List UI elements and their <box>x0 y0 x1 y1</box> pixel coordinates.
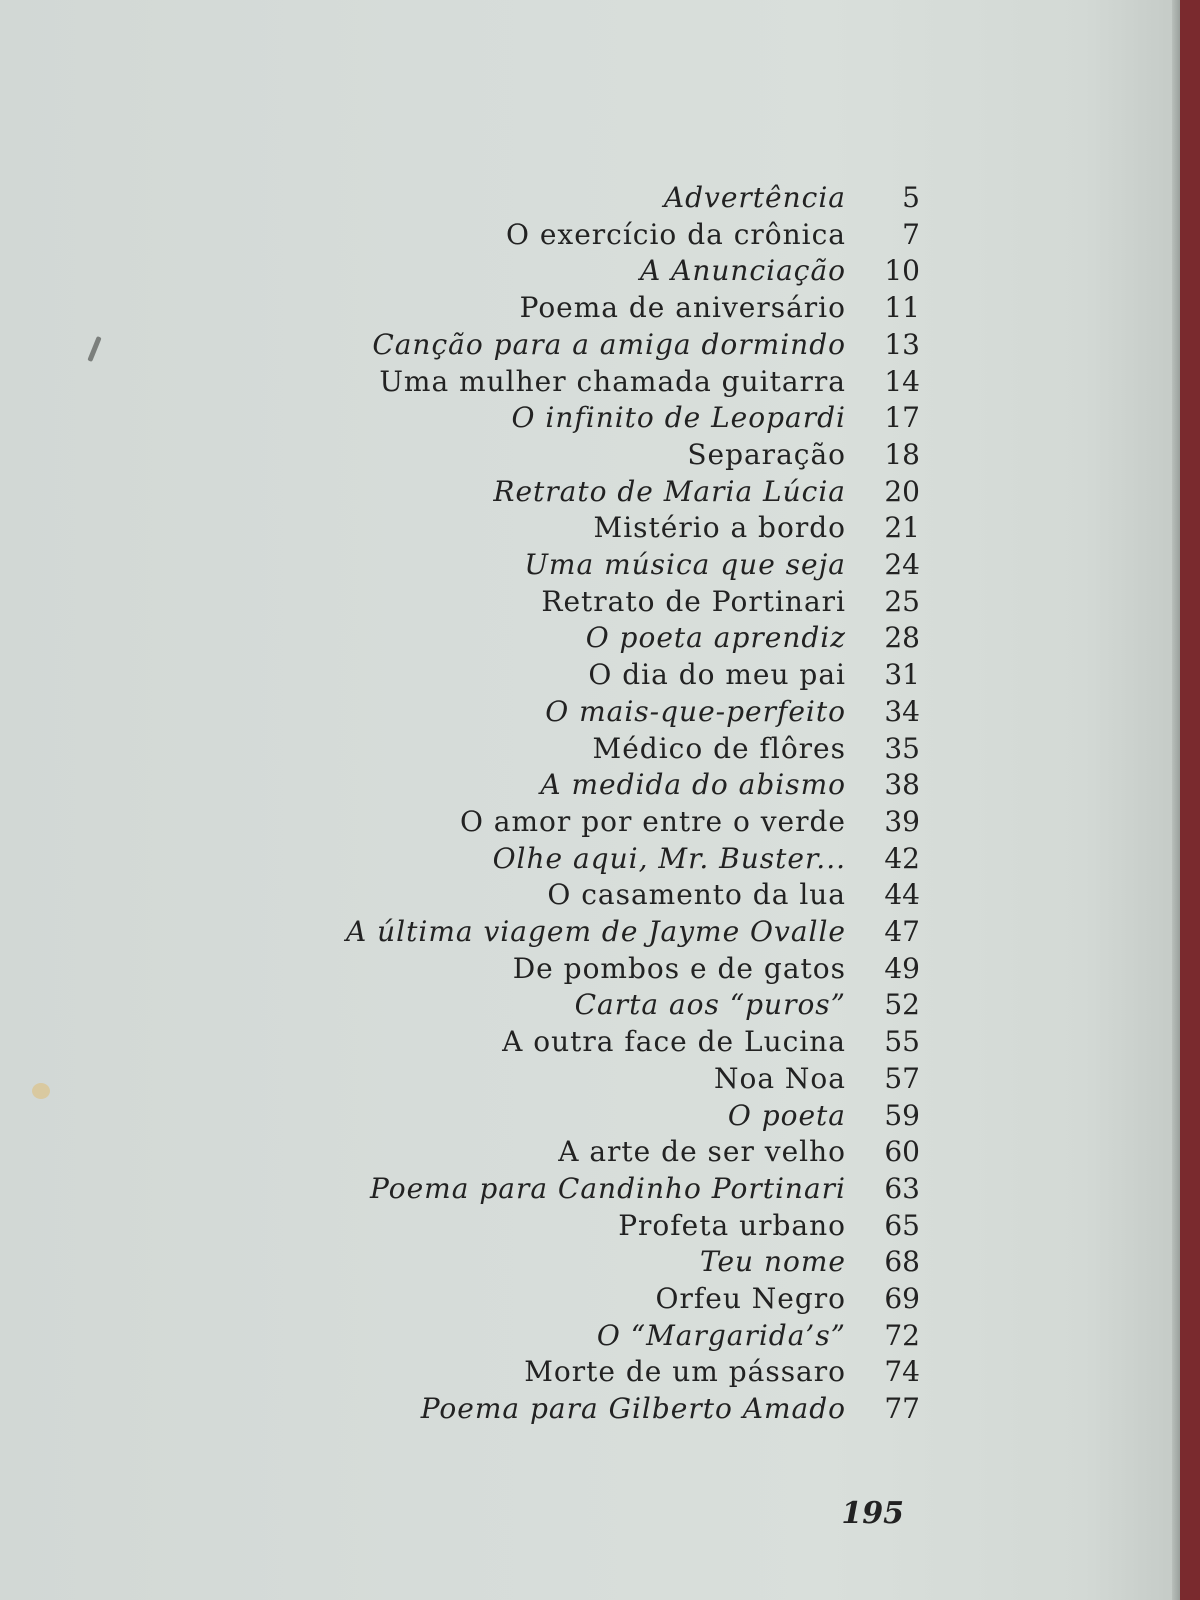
page-number: 195 <box>841 1496 904 1531</box>
toc-entry <box>0 400 1180 436</box>
toc-entry <box>0 657 1180 693</box>
toc-entry-page: 49 <box>884 952 920 985</box>
toc-entry <box>0 804 1180 840</box>
toc-entry-page: 28 <box>884 621 920 654</box>
toc-entry-page: 14 <box>884 365 920 398</box>
toc-entry-page: 5 <box>902 181 920 214</box>
toc-entry-page: 21 <box>884 511 920 544</box>
toc-entry-title: De pombos e de gatos <box>512 952 846 985</box>
toc-entry-title: A última viagem de Jayme Ovalle <box>346 915 846 948</box>
toc-entry-title: Morte de um pássaro <box>524 1355 846 1388</box>
toc-entry-title: O casamento da lua <box>547 878 846 911</box>
toc-entry <box>0 731 1180 767</box>
toc-entry <box>0 364 1180 400</box>
toc-entry-page: 52 <box>884 988 920 1021</box>
toc-entry-title: Mistério a bordo <box>593 511 846 544</box>
toc-entry-page: 68 <box>884 1245 920 1278</box>
toc-entry-title: O poeta <box>727 1099 846 1132</box>
toc-entry <box>0 584 1180 620</box>
toc-entry <box>0 547 1180 583</box>
toc-entry-page: 31 <box>884 658 920 691</box>
toc-entry-page: 63 <box>884 1172 920 1205</box>
toc-entry-page: 24 <box>884 548 920 581</box>
toc-entry-page: 7 <box>902 218 920 251</box>
toc-entry <box>0 841 1180 877</box>
toc-entry-title: A medida do abismo <box>540 768 846 801</box>
toc-entry <box>0 1354 1180 1390</box>
toc-entry <box>0 767 1180 803</box>
toc-entry <box>0 1134 1180 1170</box>
toc-entry-page: 74 <box>884 1355 920 1388</box>
toc-entry-title: O dia do meu pai <box>588 658 846 691</box>
toc-entry <box>0 694 1180 730</box>
toc-entry-title: Poema para Candinho Portinari <box>370 1172 846 1205</box>
toc-entry <box>0 437 1180 473</box>
toc-entry-page: 20 <box>884 475 920 508</box>
toc-entry-title: Canção para a amiga dormindo <box>372 328 846 361</box>
toc-entry-page: 35 <box>884 732 920 765</box>
toc-entry-page: 60 <box>884 1135 920 1168</box>
toc-entry <box>0 1281 1180 1317</box>
toc-entry <box>0 1318 1180 1354</box>
toc-entry-title: Poema para Gilberto Amado <box>420 1392 846 1425</box>
toc-entry <box>0 620 1180 656</box>
toc-entry-page: 38 <box>884 768 920 801</box>
toc-entry-page: 39 <box>884 805 920 838</box>
toc-entry <box>0 253 1180 289</box>
toc-entry <box>0 327 1180 363</box>
toc-entry-page: 55 <box>884 1025 920 1058</box>
toc-entry-title: A arte de ser velho <box>558 1135 846 1168</box>
toc-entry-title: Orfeu Negro <box>655 1282 846 1315</box>
toc-entry-title: Uma música que seja <box>524 548 846 581</box>
toc-entry-page: 69 <box>884 1282 920 1315</box>
toc-entry-title: Retrato de Portinari <box>541 585 846 618</box>
toc-entry-title: Profeta urbano <box>618 1209 846 1242</box>
toc-entry <box>0 1391 1180 1427</box>
toc-entry <box>0 474 1180 510</box>
toc-entry-page: 44 <box>884 878 920 911</box>
toc-entry-page: 18 <box>884 438 920 471</box>
toc-entry <box>0 1024 1180 1060</box>
toc-entry-title: O poeta aprendiz <box>585 621 846 654</box>
toc-entry <box>0 877 1180 913</box>
toc-entry-page: 11 <box>884 291 920 324</box>
toc-entry <box>0 1098 1180 1134</box>
toc-entry-page: 17 <box>884 401 920 434</box>
toc-entry <box>0 1061 1180 1097</box>
toc-entry-page: 10 <box>884 254 920 287</box>
toc-entry-page: 72 <box>884 1319 920 1352</box>
toc-entry-page: 65 <box>884 1209 920 1242</box>
toc-entry <box>0 217 1180 253</box>
toc-entry-title: Noa Noa <box>713 1062 846 1095</box>
toc-entry-page: 42 <box>884 842 920 875</box>
toc-entry-title: Carta aos “puros” <box>574 988 846 1021</box>
toc-entry-page: 77 <box>884 1392 920 1425</box>
toc-entry-page: 13 <box>884 328 920 361</box>
toc-entry-page: 47 <box>884 915 920 948</box>
toc-entry-title: O “Margarida’s” <box>596 1319 846 1352</box>
toc-entry <box>0 290 1180 326</box>
toc-entry-title: O amor por entre o verde <box>459 805 846 838</box>
toc-entry <box>0 1208 1180 1244</box>
toc-entry-title: Teu nome <box>699 1245 846 1278</box>
toc-entry-title: O exercício da crônica <box>505 218 846 251</box>
toc-entry <box>0 1244 1180 1280</box>
toc-entry <box>0 951 1180 987</box>
page-edge <box>1172 0 1180 1600</box>
toc-entry-title: Advertência <box>663 181 846 214</box>
toc-entry-title: O mais-que-perfeito <box>545 695 846 728</box>
toc-entry-page: 57 <box>884 1062 920 1095</box>
toc-entry <box>0 914 1180 950</box>
toc-entry-page: 59 <box>884 1099 920 1132</box>
toc-entry <box>0 180 1180 216</box>
toc-entry <box>0 987 1180 1023</box>
toc-entry <box>0 1171 1180 1207</box>
toc-entry-title: Separação <box>687 438 846 471</box>
toc-entry-title: A outra face de Lucina <box>502 1025 846 1058</box>
toc-entry-title: Uma mulher chamada guitarra <box>379 365 846 398</box>
toc-entry-title: A Anunciação <box>639 254 846 287</box>
toc-entry-title: Olhe aqui, Mr. Buster... <box>492 842 846 875</box>
toc-entry-title: Poema de aniversário <box>519 291 846 324</box>
toc-entry-title: O infinito de Leopardi <box>511 401 846 434</box>
toc-entry-page: 25 <box>884 585 920 618</box>
toc-entry-page: 34 <box>884 695 920 728</box>
toc-entry-title: Retrato de Maria Lúcia <box>493 475 846 508</box>
toc-entry-title: Médico de flôres <box>592 732 846 765</box>
toc-entry <box>0 510 1180 546</box>
